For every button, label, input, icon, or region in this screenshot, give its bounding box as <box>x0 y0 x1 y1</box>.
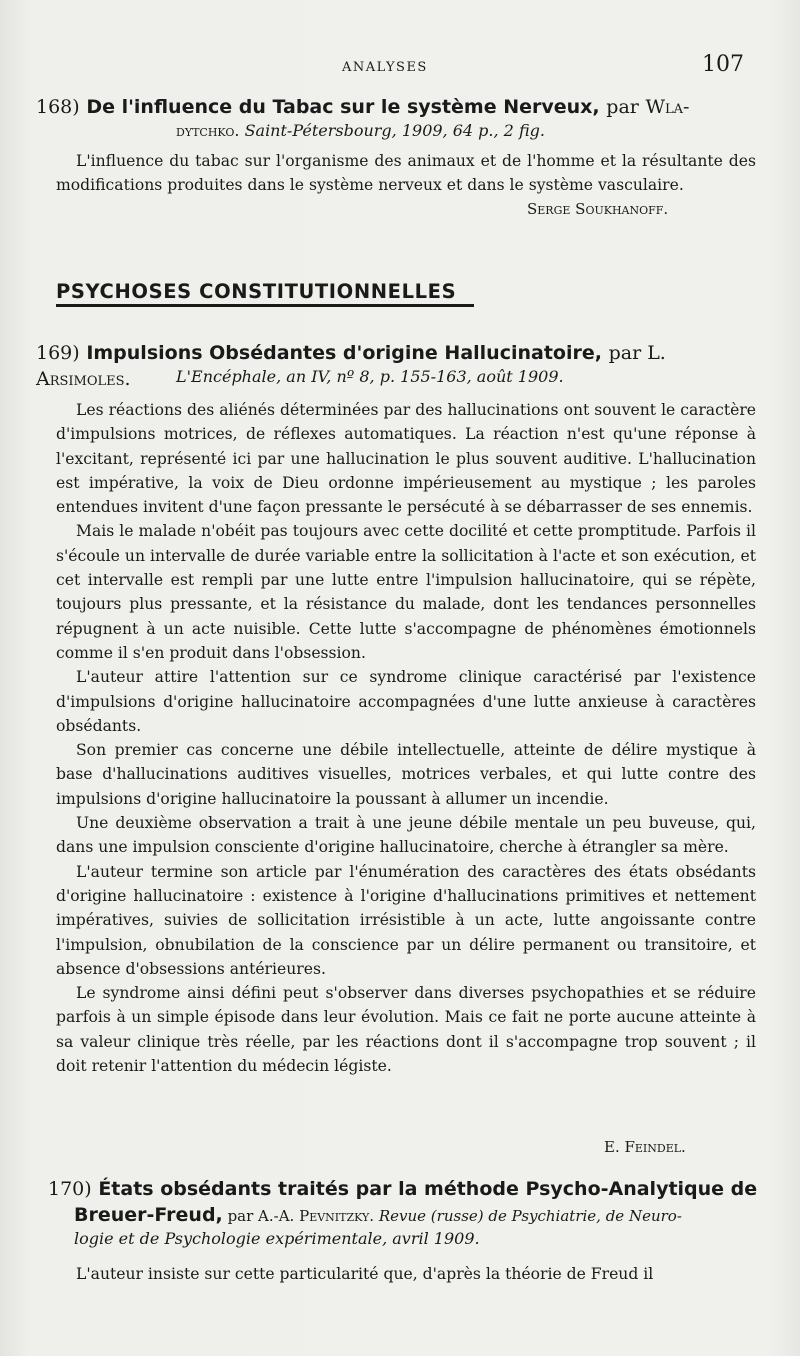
entry-169-reference-line <box>176 366 564 388</box>
entry-168-title <box>36 94 756 120</box>
section-rule <box>56 304 474 307</box>
entry-168-number: 168) <box>36 96 80 118</box>
entry-169-number: 169) <box>36 342 80 364</box>
entry-170-body-start: L'auteur insiste sur cette particularité que, d'après la théorie de Freud il <box>76 1265 654 1283</box>
entry-169-author: Arsimoles. <box>36 368 131 390</box>
entry-168-reference-line <box>176 120 545 142</box>
entry-169-by: par L. <box>608 342 666 364</box>
section-heading: PSYCHOSES CONSTITUTIONNELLES <box>56 280 457 303</box>
entry-170-number: 170) <box>48 1178 92 1200</box>
entry-169-paragraph-2: Mais le malade n'obéit pas toujours avec cette docilité et cette promptitude. Parfois il s'écoule un intervalle de durée variable entre la sollicitation à l'acte et son exécution, et cet intervalle est rempli par une lutte entre l'impulsion hallucinatoire, qui se répète, toujours plus pressante, et la résistance du malade, dont les tendances personnelles répugnent à un acte nuisible. Cette lutte s'accompagne de phénomènes émotionnels comme il s'en produit dans l'obsession. <box>56 522 756 662</box>
entry-170-title-line2: Breuer-Freud, <box>74 1204 223 1226</box>
entry-168-body <box>56 149 756 198</box>
entry-168-signature: Serge Soukhanoff. <box>527 200 669 218</box>
entry-169-paragraph-1: Les réactions des aliénés déterminées par des hallucinations ont souvent le caractère d'impulsions motrices, de réflexes automatiques. La réaction n'est qu'une réponse à l'excitant, représenté ici par une hallucination le plus souvent auditive. L'hallucination est impérative, la voix de Dieu ordonne impérieusement au mystique ; les paroles entendues invitent d'une façon pressante le persécuté à se débarrasser de ses ennemis. <box>56 401 756 517</box>
entry-168-author-part1: Wla- <box>645 96 690 118</box>
entry-169-paragraph-6: L'auteur termine son article par l'énumération des caractères des états obsédants d'origine hallucinatoire : existence à l'origine d'hallucinations primitives et nettement impératives, suivies de sollicitation irrésistible à un acte, lutte angoissante contre l'impulsion, obnubilation de la conscience par un délire permanent ou transitoire, et absence d'obsessions antérieures. <box>56 862 756 978</box>
entry-168-reference: Saint-Pétersbourg, 1909, 64 p., 2 fig. <box>244 121 545 140</box>
entry-170-title-line1: États obsédants traités par la méthode Psycho-Analytique de <box>98 1178 758 1200</box>
entry-170-body <box>56 1262 756 1286</box>
entry-170-by: par A.-A. <box>227 1207 295 1225</box>
entry-169-reference: L'Encéphale, an IV, nº 8, p. 155-163, août 1909. <box>176 367 564 386</box>
entry-168-by: par <box>606 96 639 118</box>
entry-170-reference-line-1 <box>74 1204 774 1227</box>
entry-169-paragraph-3: L'auteur attire l'attention sur ce syndrome clinique caractérisé par l'existence d'impulsions d'origine hallucinatoire accompagnées d'une lutte anxieuse à caractères obsédants. <box>56 668 756 735</box>
page-number: 107 <box>702 52 744 77</box>
entry-169-paragraph-5: Une deuxième observation a trait à une jeune débile mentale un peu buveuse, qui, dans une impulsion consciente d'origine hallucinatoire, cherche à étrangler sa mère. <box>56 814 756 857</box>
entry-170-reference-tail: Revue (russe) de Psychiatrie, de Neuro- <box>378 1207 682 1225</box>
entry-168-paragraph: L'influence du tabac sur l'organisme des animaux et de l'homme et la résultante des modifications produites dans le système nerveux et dans le système vasculaire. <box>56 152 756 195</box>
page-header <box>0 52 800 88</box>
running-title: ANALYSES <box>342 60 428 75</box>
entry-168-author-part2: dytchko. <box>176 121 240 140</box>
entry-169-title-text: Impulsions Obsédantes d'origine Hallucinatoire, <box>86 342 602 364</box>
entry-170-reference-line-2 <box>74 1228 480 1250</box>
entry-169-paragraph-7: Le syndrome ainsi défini peut s'observer dans diverses psychopathies et se réduire parfois à un simple épisode dans leur évolution. Mais ce fait ne porte aucune atteinte à sa valeur clinique très réelle, par les réactions dont il s'accompagne trop souvent ; il doit retenir l'attention du médecin légiste. <box>56 984 756 1076</box>
entry-170-reference-line2: logie et de Psychologie expérimentale, avril 1909. <box>74 1229 480 1248</box>
entry-170-author: Pevnitzky. <box>299 1207 375 1225</box>
entry-168-title-text: De l'influence du Tabac sur le système Nerveux, <box>86 96 600 118</box>
entry-169-paragraph-4: Son premier cas concerne une débile intellectuelle, atteinte de délire mystique à base d'hallucinations auditives visuelles, motrices verbales, et qui lutte contre des impulsions d'origine hallucinatoire la poussant à allumer un incendie. <box>56 741 756 808</box>
entry-169-body <box>56 398 756 1078</box>
entry-170-title <box>48 1176 768 1202</box>
entry-169-signature: E. Feindel. <box>604 1138 686 1156</box>
